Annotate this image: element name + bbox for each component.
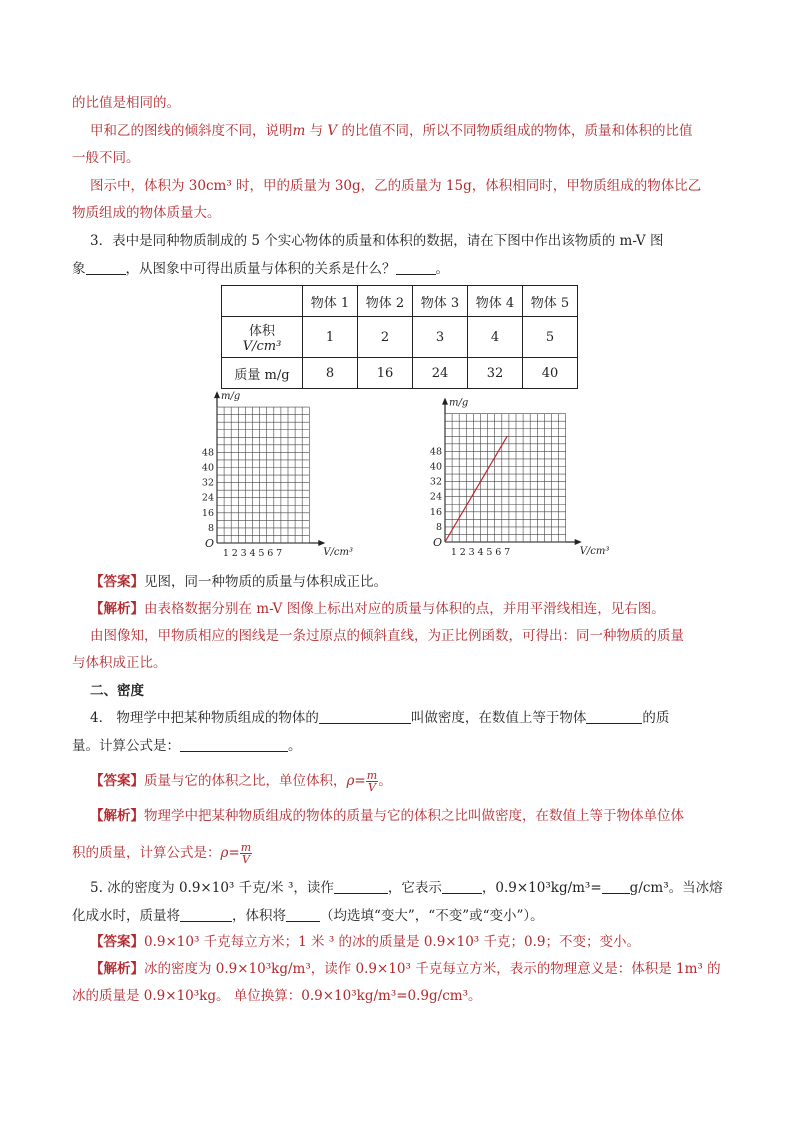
table-cell: 16	[358, 358, 413, 389]
section-heading: 二、密度	[90, 683, 144, 699]
q3-line-2: 象 ，从图象中可得出质量与体积的关系是什么？ 。	[72, 261, 449, 277]
table-cell: 40	[523, 358, 578, 389]
y-tick-label: 24	[429, 491, 442, 503]
blank-mv-graph	[195, 391, 395, 565]
q5-answer: 【答案】0.9×10³ 千克每立方米；1 米 ³ 的冰的质量是 0.9×10³ 千克；0.9；不变；变小。	[90, 934, 640, 950]
y-tick-label: 48	[429, 446, 442, 458]
density-fraction: $\frac{m}{V}$	[366, 769, 378, 794]
x-tick-label: 3	[468, 547, 475, 558]
q4-answer: 【答案】质量与它的体积之比，单位体积，ρ= $\frac{m}{V}$ 。	[90, 769, 392, 794]
table-cell: 5	[523, 317, 578, 358]
intro-line-1: 的比值是相同的。	[72, 95, 180, 111]
intro-line-2: 甲和乙的图线的倾斜度不同，说明m 与 V 的比值不同，所以不同物质组成的物体，质量和体积的比值	[90, 123, 693, 139]
q4-analysis-2: 积的质量，计算公式是：ρ= $\frac{m}{V}$	[72, 841, 252, 866]
y-tick-label: 24	[201, 492, 214, 504]
y-tick-label: 8	[207, 522, 214, 534]
q4-line-2: 量。计算公式是： 。	[72, 738, 302, 754]
table-cell: 24	[413, 358, 468, 389]
q4-blank-3[interactable]	[180, 737, 288, 752]
x-tick-label: 7	[504, 547, 511, 558]
q5-blank-3[interactable]	[602, 879, 630, 894]
q5-analysis-1: 【解析】冰的密度为 0.9×10³kg/m³，读作 0.9×10³ 千克每立方米，表示的物理意义是：体积是 1m³ 的	[90, 961, 721, 977]
table-header-cell: 物体 4	[468, 286, 523, 317]
q5-line-2: 化成水时，质量将 ，体积将 （均选填“变大”，“不变”或“变小”）。	[72, 908, 544, 924]
origin-label: O	[433, 536, 443, 549]
table-row-label: 质量 m/g	[222, 358, 303, 389]
y-tick-label: 48	[201, 447, 214, 459]
x-axis-label: V/cm³	[579, 546, 610, 557]
x-tick-label: 6	[267, 548, 274, 559]
table-cell: 2	[358, 317, 413, 358]
q5-blank-1[interactable]	[334, 879, 388, 894]
q5-analysis-2: 冰的质量是 0.9×10³kg。 单位换算：0.9×10³kg/m³=0.9g/cm³。	[72, 988, 482, 1004]
q4-blank-2[interactable]	[586, 709, 642, 724]
table-header-cell: 物体 3	[413, 286, 468, 317]
table-cell: 1	[303, 317, 358, 358]
x-tick-label: 2	[459, 547, 466, 558]
q4-blank-1[interactable]	[319, 709, 411, 724]
table-cell: 8	[303, 358, 358, 389]
grid	[445, 414, 566, 542]
solution-mv-graph	[420, 397, 620, 564]
q5-blank-5[interactable]	[286, 907, 320, 922]
x-axis-arrow	[318, 540, 325, 546]
q4-line-1: 4． 物理学中把某种物质组成的物体的 叫做密度，在数值上等于物体 的质	[90, 710, 670, 726]
x-tick-label: 5	[486, 547, 493, 558]
y-tick-label: 32	[201, 477, 214, 489]
x-tick-label: 4	[249, 548, 256, 559]
y-tick-label: 40	[201, 462, 214, 474]
x-tick-label: 6	[495, 547, 502, 558]
q3-data-table	[221, 285, 578, 389]
q5-blank-2[interactable]	[442, 879, 482, 894]
x-tick-label: 1	[450, 547, 457, 558]
q3-blank-1[interactable]	[86, 260, 126, 275]
q5-line-1: 5. 冰的密度为 0.9×10³ 千克/米 ³，读作 ，它表示 ，0.9×10³kg/m³= g/cm³。当冰熔	[90, 880, 723, 896]
y-tick-label: 16	[429, 506, 442, 518]
table-header-cell: 物体 2	[358, 286, 413, 317]
y-tick-label: 16	[201, 507, 214, 519]
intro-line-5: 物质组成的物体质量大。	[72, 205, 221, 221]
table-row-label: 体积 V/cm³	[222, 317, 303, 358]
y-axis-label: m/g	[449, 397, 469, 409]
density-fraction: $\frac{m}{V}$	[240, 841, 252, 866]
origin-label: O	[205, 537, 215, 550]
q5-blank-4[interactable]	[180, 907, 232, 922]
x-tick-label: 1	[222, 548, 229, 559]
y-axis-label: m/g	[221, 391, 241, 403]
q4-analysis-1: 【解析】物理学中把某种物质组成的物体的质量与它的体积之比叫做密度，在数值上等于物体单位体	[90, 808, 684, 824]
x-tick-label: 7	[276, 548, 283, 559]
table-header-cell: 物体 1	[303, 286, 358, 317]
q3-analysis-1: 【解析】由表格数据分别在 m-V 图像上标出对应的质量与体积的点，并用平滑线相连，见右图。	[90, 601, 665, 617]
table-cell: 32	[468, 358, 523, 389]
y-axis-arrow	[442, 398, 448, 405]
q3-line-1: 3．表中是同种物质制成的 5 个实心物体的质量和体积的数据，请在下图中作出该物质的 m-V 图	[90, 233, 664, 249]
x-tick-label: 4	[477, 547, 484, 558]
intro-line-3: 一般不同。	[72, 150, 140, 166]
x-axis-label: V/cm³	[323, 547, 353, 558]
grid	[217, 407, 309, 543]
x-tick-label: 2	[231, 548, 238, 559]
y-tick-label: 8	[435, 521, 442, 533]
q3-analysis-2: 由图像知，甲物质相应的图线是一条过原点的倾斜直线，为正比例函数，可得出：同一种物质的质量	[90, 628, 684, 644]
x-tick-label: 3	[240, 548, 247, 559]
table-cell: 4	[468, 317, 523, 358]
x-tick-label: 5	[258, 548, 265, 559]
table-cell: 3	[413, 317, 468, 358]
q3-answer: 【答案】见图，同一种物质的质量与体积成正比。	[90, 574, 387, 590]
q3-blank-2[interactable]	[396, 260, 436, 275]
y-tick-label: 32	[429, 476, 442, 488]
y-tick-label: 40	[429, 461, 442, 473]
table-header-cell: 物体 5	[523, 286, 578, 317]
y-axis-arrow	[214, 391, 220, 398]
table-header-cell	[222, 286, 303, 317]
x-axis-arrow	[575, 539, 582, 545]
q3-analysis-3: 与体积成正比。	[72, 655, 167, 671]
intro-line-4: 图示中，体积为 30cm³ 时，甲的质量为 30g，乙的质量为 15g，体积相同时，甲物质组成的物体比乙	[90, 178, 702, 194]
